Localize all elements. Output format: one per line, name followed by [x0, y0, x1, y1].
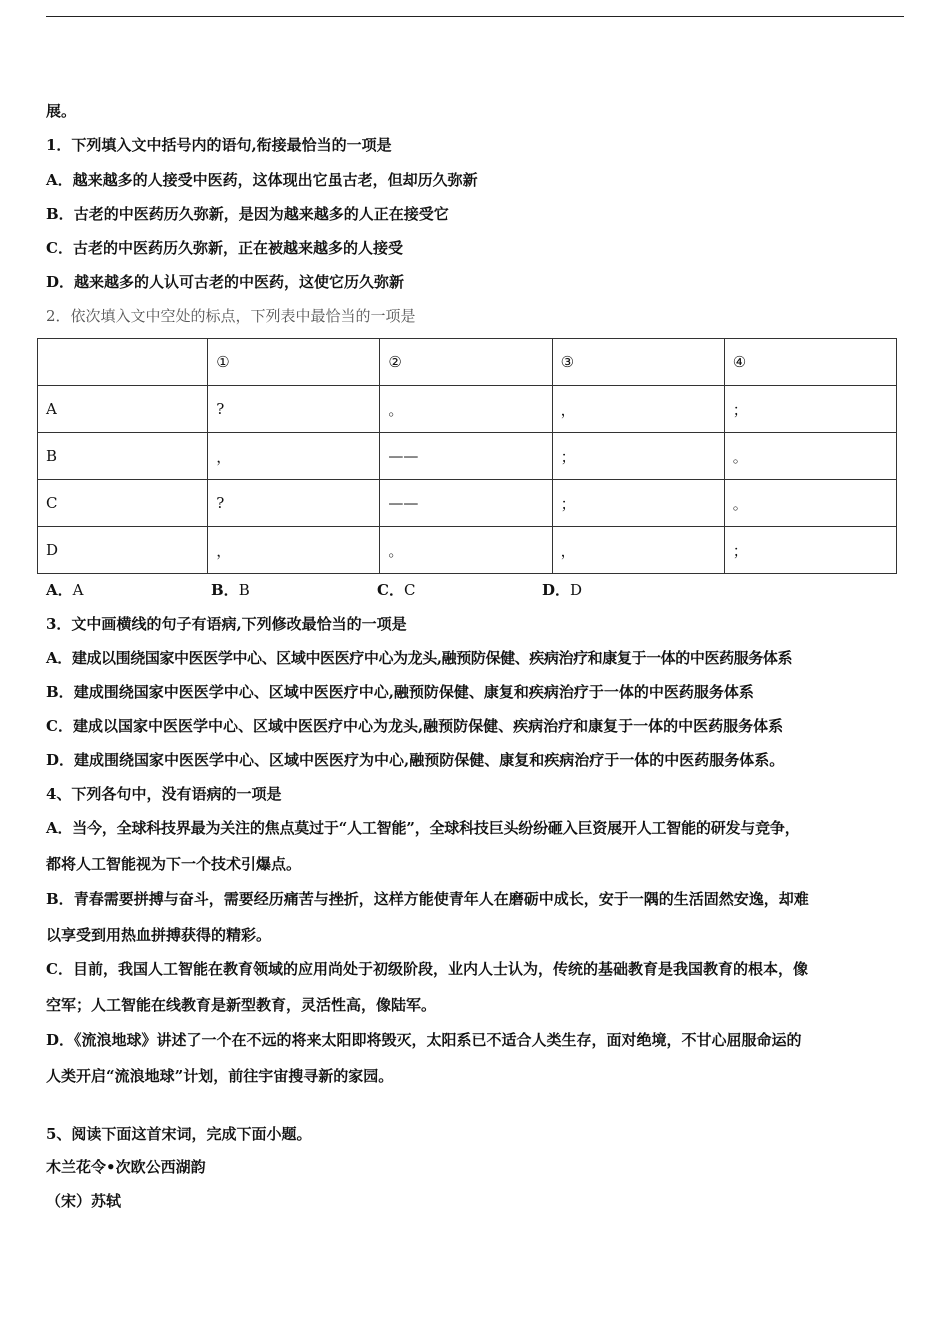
table-cell: 。: [724, 480, 896, 527]
q4-option-b-cont: 以享受到用热血拼搏获得的精彩。: [46, 926, 272, 944]
table-cell: ——: [380, 480, 552, 527]
q1-option-d: D．越来越多的人认可古老的中医药，这使它历久弥新: [46, 273, 405, 291]
table-cell: A: [38, 386, 208, 433]
poem-author: （宋）苏轼: [46, 1192, 122, 1210]
table-cell: ；: [552, 480, 724, 527]
q4-option-a: A．当今，全球科技界最为关注的焦点莫过于“人工智能”，全球科技巨头纷纷砸入巨资展开人工智能的研发与竞争，: [46, 819, 800, 837]
table-cell: ，: [208, 527, 380, 574]
table-cell: ?: [208, 480, 380, 527]
header-rule: [46, 16, 904, 17]
table-cell: 。: [724, 433, 896, 480]
table-cell: B: [38, 433, 208, 480]
q4-option-c: C．目前，我国人工智能在教育领域的应用尚处于初级阶段，业内人士认为，传统的基础教育是我国教育的根本，像: [46, 960, 808, 978]
q1-option-c: C．古老的中医药历久弥新，正在被越来越多的人接受: [46, 239, 403, 257]
q5-stem: 5、阅读下面这首宋词，完成下面小题。: [46, 1125, 312, 1143]
table-cell: [38, 339, 208, 386]
q2-choice-d: D．D: [542, 581, 583, 599]
q3-option-a: A．建成以围绕国家中医医学中心、区域中医医疗中心为龙头,融预防保健、疾病治疗和康复于一体的中医药服务体系: [46, 649, 793, 667]
q4-option-b: B．青春需要拼搏与奋斗，需要经历痛苦与挫折，这样方能使青年人在磨砺中成长，安于一隅的生活固然安逸，却难: [46, 890, 809, 908]
punctuation-table: [37, 338, 897, 574]
table-cell: ②: [380, 339, 552, 386]
table-cell: ；: [552, 433, 724, 480]
table-cell: ④: [724, 339, 896, 386]
q1-stem: 1．下列填入文中括号内的语句,衔接最恰当的一项是: [46, 136, 392, 154]
table-cell: ，: [552, 386, 724, 433]
q2-choice-c: C．C: [377, 581, 416, 599]
q2-choice-b: B．B: [211, 581, 250, 599]
table-row: [38, 433, 897, 480]
table-cell: ；: [724, 527, 896, 574]
top-text: 展。: [46, 102, 77, 120]
q2-stem: 2．依次填入文中空处的标点，下列表中最恰当的一项是: [46, 307, 416, 325]
q4-option-d: D．《流浪地球》讲述了一个在不远的将来太阳即将毁灭，太阳系已不适合人类生存，面对绝境，不甘心屈服命运的: [46, 1031, 802, 1049]
table-cell: D: [38, 527, 208, 574]
table-cell: ，: [208, 433, 380, 480]
table-cell: ；: [724, 386, 896, 433]
table-row: [38, 527, 897, 574]
table-cell: ③: [552, 339, 724, 386]
q4-option-c-cont: 空军；人工智能在线教育是新型教育，灵活性高，像陆军。: [46, 996, 437, 1014]
q4-option-a-cont: 都将人工智能视为下一个技术引爆点。: [46, 855, 302, 873]
q1-option-b: B．古老的中医药历久弥新，是因为越来越多的人正在接受它: [46, 205, 449, 223]
q3-option-c: C．建成以国家中医医学中心、区域中医医疗中心为龙头,融预防保健、疾病治疗和康复于一体的中医药服务体系: [46, 717, 784, 735]
table-cell: C: [38, 480, 208, 527]
table-row: [38, 386, 897, 433]
table-cell: ——: [380, 433, 552, 480]
table-header-row: [38, 339, 897, 386]
q3-option-b: B．建成围绕国家中医医学中心、区域中医医疗中心,融预防保健、康复和疾病治疗于一体的中医药服务体系: [46, 683, 754, 701]
table-cell: ，: [552, 527, 724, 574]
table-cell: ①: [208, 339, 380, 386]
table-row: [38, 480, 897, 527]
q3-option-d: D．建成围绕国家中医医学中心、区域中医医疗为中心,融预防保健、康复和疾病治疗于一体的中医药服务体系。: [46, 751, 785, 769]
q1-option-a: A．越来越多的人接受中医药，这体现出它虽古老，但却历久弥新: [46, 171, 478, 189]
q4-option-d-cont: 人类开启“流浪地球”计划，前往宇宙搜寻新的家园。: [46, 1067, 394, 1085]
q4-stem: 4、下列各句中，没有语病的一项是: [46, 785, 282, 803]
poem-title: 木兰花令•次欧公西湖韵: [46, 1158, 206, 1176]
table-cell: 。: [380, 386, 552, 433]
q3-stem: 3．文中画横线的句子有语病,下列修改最恰当的一项是: [46, 615, 407, 633]
table-cell: 。: [380, 527, 552, 574]
q2-choice-a: A．A: [46, 581, 84, 599]
table-cell: ?: [208, 386, 380, 433]
